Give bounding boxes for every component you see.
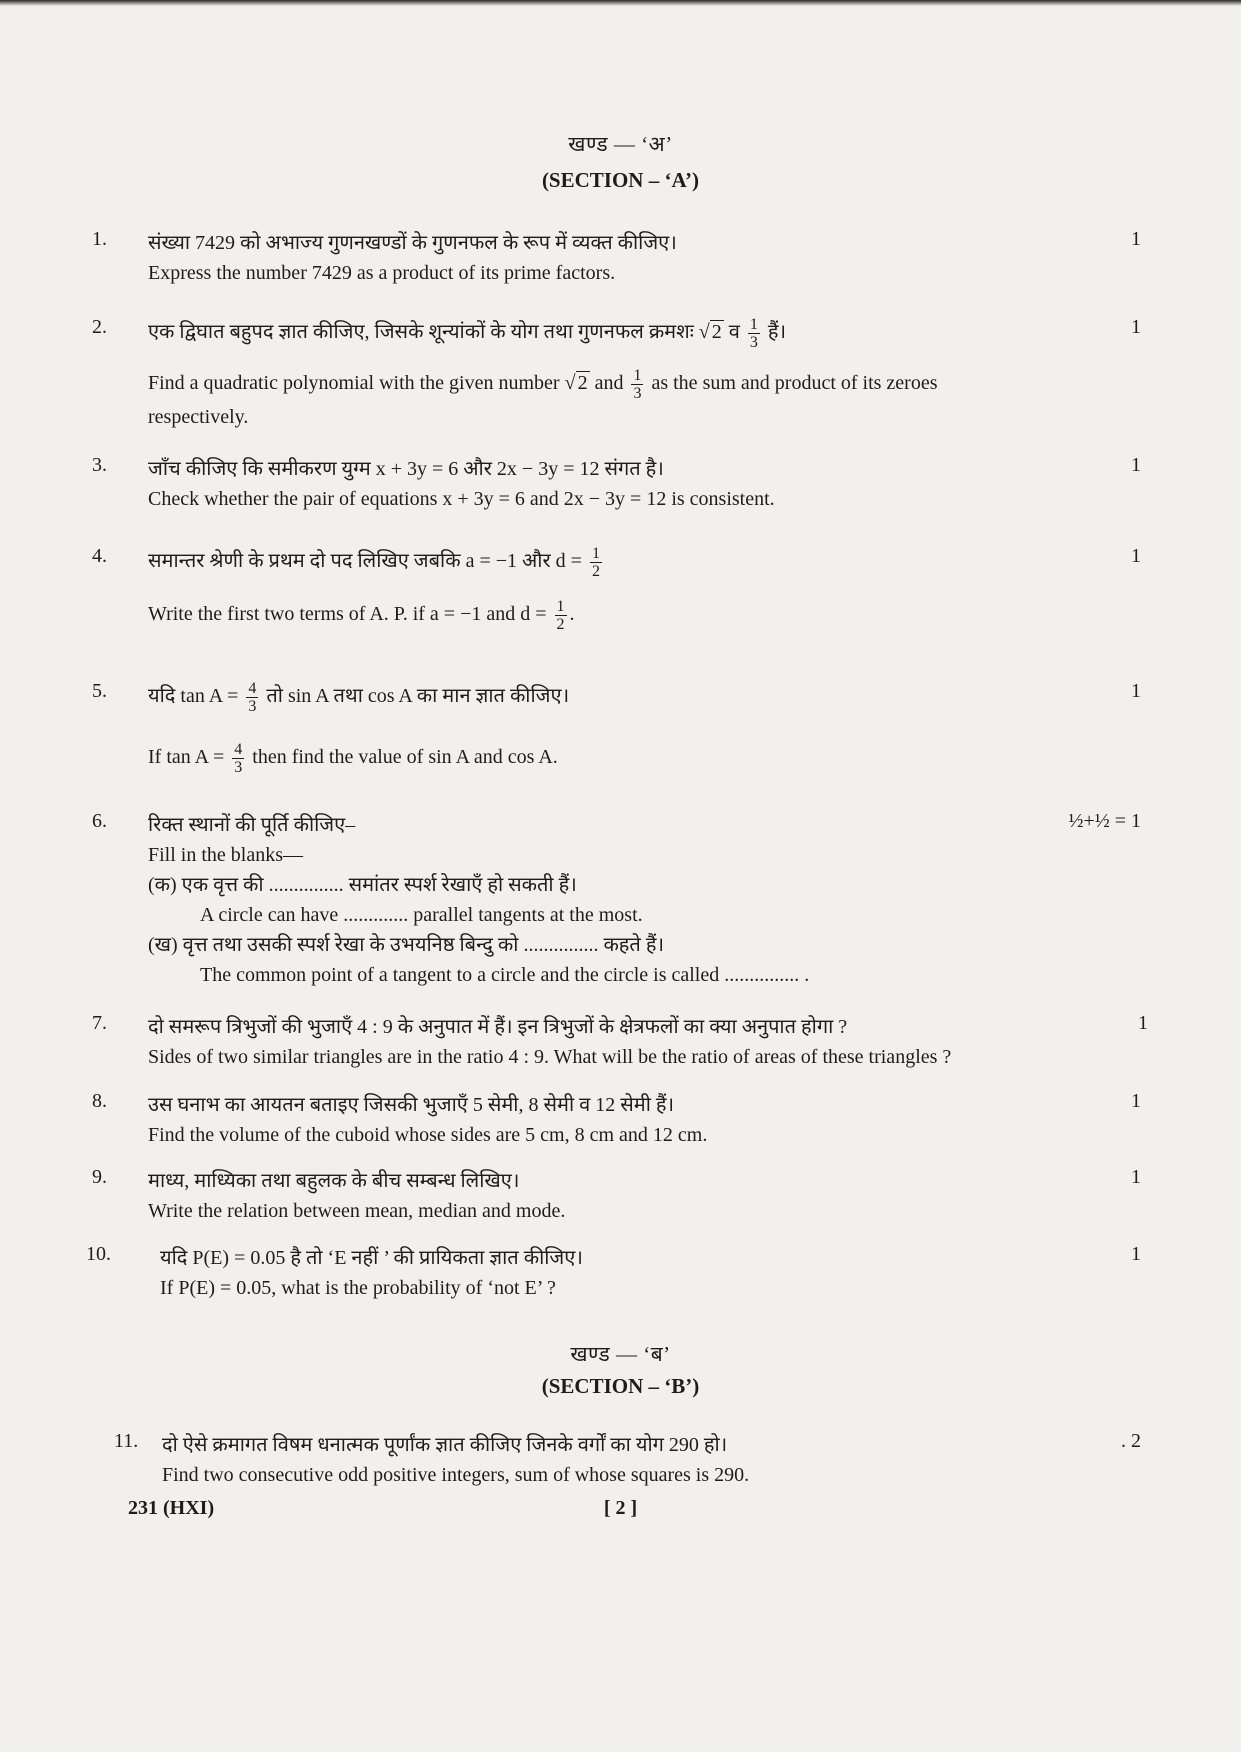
question-hindi: उस घनाभ का आयतन बताइए जिसकी भुजाएँ 5 सेमी, 8 सेमी व 12 सेमी हैं। [148, 1094, 675, 1116]
radicand: 2 [711, 321, 722, 344]
question-marks: 1 [1131, 1090, 1141, 1112]
blank-a-english: A circle can have ............. parallel tangents at the most. [200, 904, 643, 926]
fraction [246, 680, 258, 715]
fraction-numerator: 4 [248, 680, 257, 697]
question-number: 1. [92, 228, 107, 250]
section-b-english-title: (SECTION – ‘B’) [541, 1374, 700, 1398]
sqrt-expression: √ 2 [698, 321, 722, 344]
question-hindi [148, 545, 1141, 580]
question-marks: 1 [1131, 545, 1141, 567]
fraction [555, 598, 567, 633]
section-b-header [0, 1340, 1241, 1399]
english-text: Write the first two terms of A. P. if a = −1 and d = [148, 603, 547, 626]
question-number: 5. [92, 680, 107, 702]
question-body [162, 1430, 1141, 1490]
question-hindi [148, 680, 1141, 715]
question-marks: 1 [1138, 1012, 1148, 1034]
section-b-hindi-title: खण्ड — ‘ब’ [570, 1342, 671, 1366]
blank-b-hindi: (ख) वृत्त तथा उसकी स्पर्श रेखा के उभयनिष्ठ बिन्दु को ............... कहते हैं। [148, 934, 665, 956]
question-marks: 1 [1131, 1166, 1141, 1188]
question-hindi: जाँच कीजिए कि समीकरण युग्म x + 3y = 6 और 2x − 3y = 12 संगत है। [148, 458, 664, 480]
blank-a-hindi: (क) एक वृत्त की ............... समांतर स्पर्श रेखाएँ हो सकती हैं। [148, 874, 577, 896]
english-text: If tan A = [148, 746, 225, 769]
question-body [148, 680, 1141, 776]
section-a-english-title: (SECTION – ‘A’) [541, 168, 700, 192]
question-body [148, 1090, 1141, 1150]
section-a-header [0, 130, 1241, 193]
fraction-denominator: 3 [633, 385, 642, 402]
question-body [148, 810, 1141, 990]
section-a-hindi-title: खण्ड — ‘अ’ [568, 132, 673, 156]
question-number: 3. [92, 454, 107, 476]
fraction [631, 367, 643, 402]
question-english: If P(E) = 0.05, what is the probability of ‘not E’ ? [160, 1277, 556, 1299]
question-marks: 1 [1131, 454, 1141, 476]
question-hindi: संख्या 7429 को अभाज्य गुणनखण्डों के गुणनफल के रूप में व्यक्त कीजिए। [148, 232, 677, 254]
page-number: [ 2 ] [603, 1497, 638, 1519]
fraction-numerator: 1 [749, 316, 758, 333]
question-body [148, 228, 1141, 288]
paper-code: 231 (HXI) [128, 1497, 215, 1519]
question-marks: ½+½ = 1 [1068, 810, 1141, 832]
question-english: Express the number 7429 as a product of its prime factors. [148, 262, 616, 284]
question-number: 8. [92, 1090, 107, 1112]
hindi-text: समान्तर श्रेणी के प्रथम दो पद लिखिए जबकि a = −1 और d = [148, 550, 582, 573]
radicand: 2 [577, 372, 588, 395]
question-english: Check whether the pair of equations x + 3y = 6 and 2x − 3y = 12 is consistent. [148, 488, 775, 510]
fraction [590, 545, 602, 580]
fraction-denominator: 3 [234, 759, 243, 776]
fraction-denominator: 2 [556, 616, 565, 633]
fraction [232, 741, 244, 776]
question-marks: . 2 [1121, 1430, 1141, 1452]
question-english: Find the volume of the cuboid whose sides are 5 cm, 8 cm and 12 cm. [148, 1124, 708, 1146]
question-number: 9. [92, 1166, 107, 1188]
english-text: and [594, 372, 624, 395]
question-hindi: यदि P(E) = 0.05 है तो ‘E नहीं ’ की प्रायिकता ज्ञात कीजिए। [160, 1247, 583, 1269]
question-number: 4. [92, 545, 107, 567]
question-hindi: माध्य, माध्यिका तथा बहुलक के बीच सम्बन्ध लिखिए। [148, 1170, 520, 1192]
question-number: 10. [86, 1243, 111, 1265]
question-marks: 1 [1131, 316, 1141, 338]
question-english: Sides of two similar triangles are in the ratio 4 : 9. What will be the ratio of areas of these triangles ? [148, 1046, 952, 1068]
question-hindi: दो ऐसे क्रमागत विषम धनात्मक पूर्णांक ज्ञात कीजिए जिनके वर्गों का योग 290 हो। [162, 1434, 728, 1456]
question-marks: 1 [1131, 1243, 1141, 1265]
question-english: Fill in the blanks— [148, 844, 303, 866]
question-english: Write the relation between mean, median and mode. [148, 1200, 566, 1222]
question-hindi [148, 316, 1141, 351]
fraction-denominator: 2 [591, 563, 600, 580]
fraction [748, 316, 760, 351]
english-text: Find a quadratic polynomial with the given number [148, 372, 560, 395]
question-body [160, 1243, 1141, 1303]
scan-edge [0, 0, 1241, 6]
english-text: as the sum and product of its zeroes [651, 372, 938, 395]
question-marks: 1 [1131, 680, 1141, 702]
fraction-denominator: 3 [248, 698, 257, 715]
fraction-numerator: 4 [234, 741, 243, 758]
sqrt-expression: √ 2 [564, 372, 588, 395]
question-marks: 1 [1131, 228, 1141, 250]
question-number: 2. [92, 316, 107, 338]
question-number: 11. [114, 1430, 139, 1452]
english-text: . [569, 603, 575, 626]
fraction-numerator: 1 [591, 545, 600, 562]
english-text: then find the value of sin A and cos A. [252, 746, 558, 769]
question-number: 7. [92, 1012, 107, 1034]
question-hindi: रिक्त स्थानों की पूर्ति कीजिए– [148, 814, 356, 836]
blank-b-english: The common point of a tangent to a circle and the circle is called ............... . [200, 964, 810, 986]
fraction-denominator: 3 [749, 334, 758, 351]
question-hindi: दो समरूप त्रिभुजों की भुजाएँ 4 : 9 के अनुपात में हैं। इन त्रिभुजों के क्षेत्रफलों का क्या अनुपात होगा ? [148, 1016, 848, 1038]
question-english [148, 367, 1141, 402]
question-body [148, 545, 1141, 633]
question-body [148, 1012, 1181, 1072]
question-english [148, 741, 1141, 776]
question-body [148, 316, 1141, 432]
hindi-text: तो sin A तथा cos A का मान ज्ञात कीजिए। [266, 685, 570, 708]
question-body [148, 454, 1141, 514]
hindi-text: व [728, 321, 740, 344]
fraction-numerator: 1 [633, 367, 642, 384]
question-number: 6. [92, 810, 107, 832]
question-english: Find two consecutive odd positive integers, sum of whose squares is 290. [162, 1464, 750, 1486]
question-english-cont: respectively. [148, 406, 249, 428]
fraction-numerator: 1 [556, 598, 565, 615]
hindi-text: यदि tan A = [148, 685, 239, 708]
question-body [148, 1166, 1141, 1226]
hindi-text: एक द्विघात बहुपद ज्ञात कीजिए, जिसके शून्यांकों के योग तथा गुणनफल क्रमशः [148, 321, 694, 344]
question-english [148, 598, 1141, 633]
hindi-text: हैं। [767, 321, 787, 344]
